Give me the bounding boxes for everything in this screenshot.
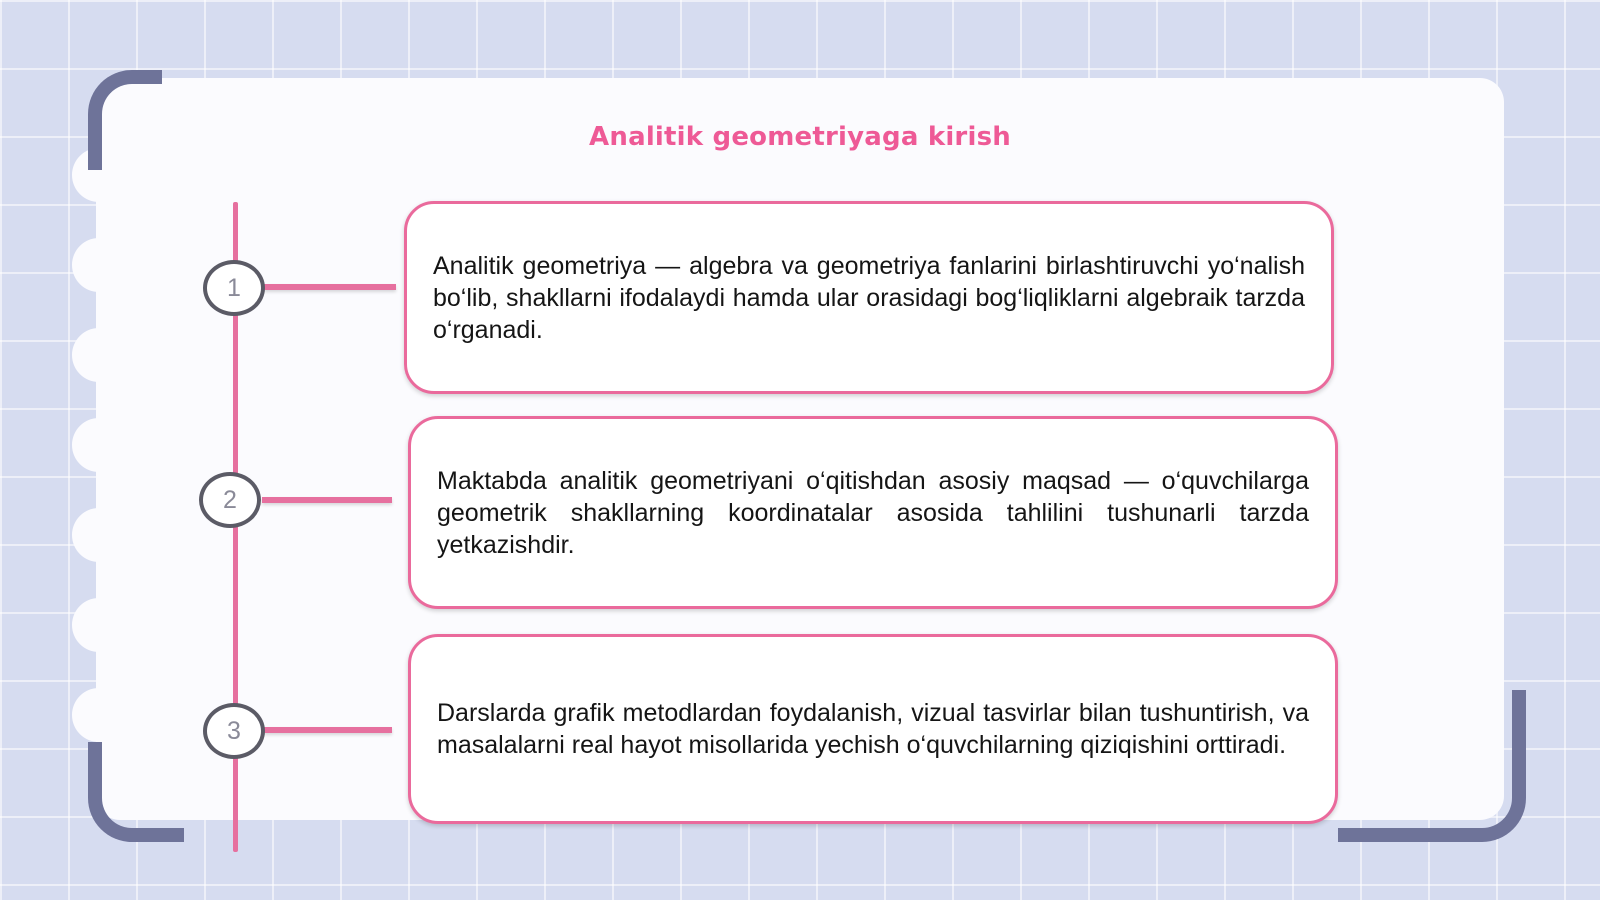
timeline-connector <box>264 727 392 733</box>
timeline-connector <box>264 284 396 290</box>
slide-title: Analitik geometriyaga kirish <box>589 122 1011 152</box>
info-box <box>408 634 1338 824</box>
corner-bracket-bottom-left <box>88 742 184 842</box>
step-number-badge <box>203 703 265 759</box>
step-number: 1 <box>227 273 241 302</box>
scallop-edge <box>72 688 126 742</box>
step-number-badge <box>203 260 265 316</box>
step-number: 3 <box>227 716 241 745</box>
info-text: Analitik geometriya — algebra va geometriya fanlarini birlashtiruvchi yo‘nalish bo‘lib, shakllarni ifodalaydi hamda ular orasidagi bog‘liqliklarni algebraik tarzda o‘rganadi. <box>433 251 1305 344</box>
info-box <box>404 201 1334 394</box>
corner-bracket-bottom-right <box>1338 690 1526 842</box>
scallop-edge <box>72 328 126 382</box>
scallop-edge <box>72 508 126 562</box>
timeline-connector <box>262 497 392 503</box>
step-number-badge <box>199 472 261 528</box>
info-text: Maktabda analitik geometriyani o‘qitishdan asosiy maqsad — o‘quvchilarga geometrik shakllarning koordinatalar asosida tahlilini tushunarli tarzda yetkazishdir. <box>437 466 1309 559</box>
scallop-edge <box>72 598 126 652</box>
corner-bracket-top-left <box>88 70 162 170</box>
info-box <box>408 416 1338 609</box>
scallop-edge <box>72 418 126 472</box>
scallop-edge <box>72 238 126 292</box>
info-text: Darslarda grafik metodlardan foydalanish, vizual tasvirlar bilan tushuntirish, va masalalarni real hayot misollarida yechish o‘quvchilarning qiziqishini orttiradi. <box>437 699 1309 759</box>
step-number: 2 <box>223 485 237 514</box>
